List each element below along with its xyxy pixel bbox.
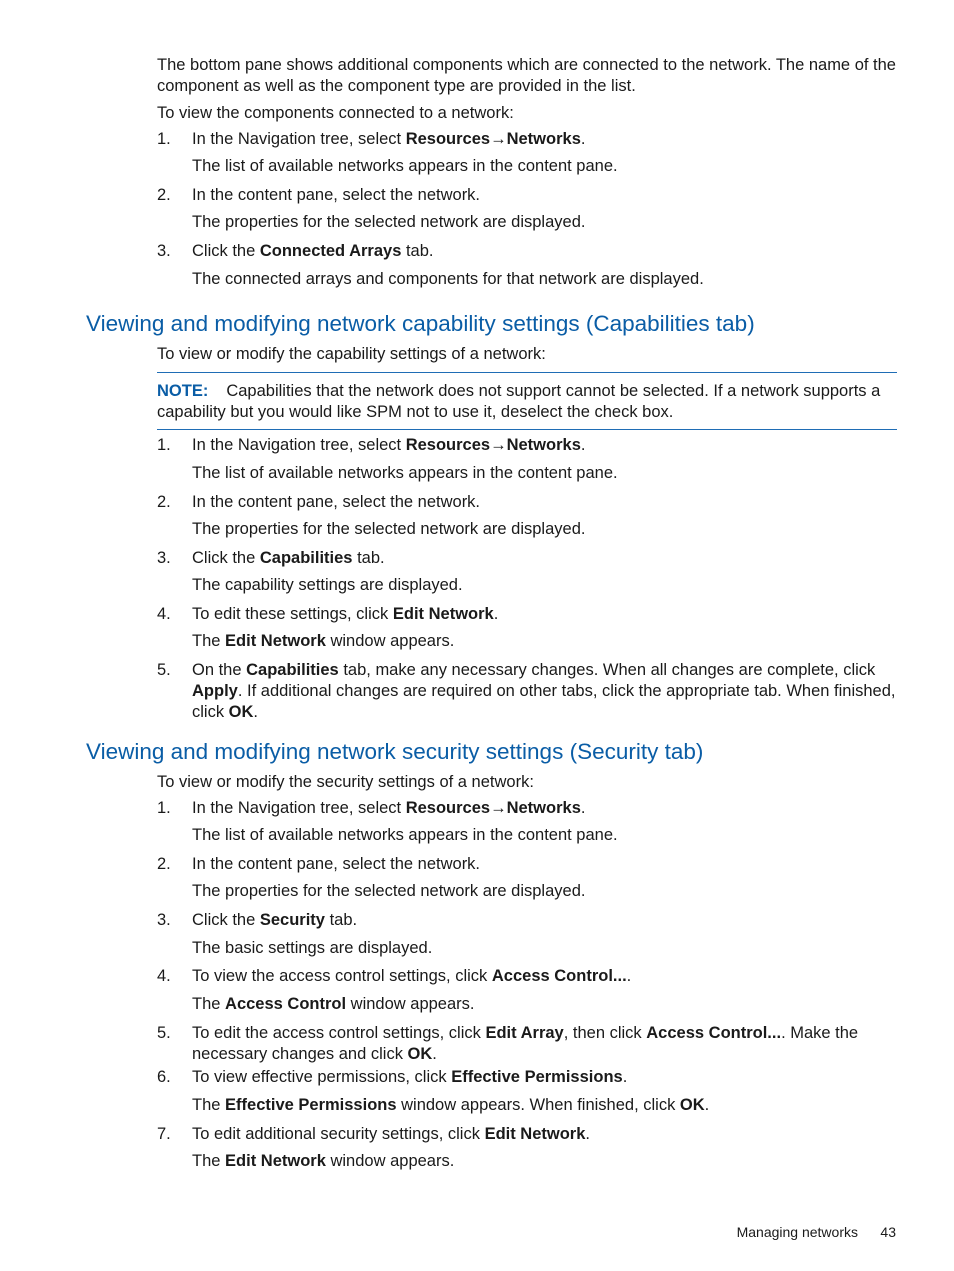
step-number: 1. — [157, 799, 171, 817]
step-number: 1. — [157, 130, 171, 148]
section-heading-security: Viewing and modifying network security settings (Security tab) — [86, 739, 704, 764]
step-result: The properties for the selected network are displayed. — [192, 882, 586, 900]
step-number: 7. — [157, 1125, 171, 1143]
step-result: The Access Control window appears. — [192, 995, 475, 1013]
step-result: The list of available networks appears in the content pane. — [192, 826, 618, 844]
step-text: Click the Connected Arrays tab. — [192, 242, 434, 260]
step-number: 2. — [157, 493, 171, 511]
step-text: In the Navigation tree, select Resources→Networks. — [192, 436, 586, 454]
step-text: In the content pane, select the network. — [192, 855, 481, 873]
page-number: 43 — [880, 1224, 896, 1240]
step-result: The Edit Network window appears. — [192, 632, 455, 650]
step-result: The properties for the selected network are displayed. — [192, 520, 586, 538]
step-number: 6. — [157, 1068, 171, 1086]
step-text: To edit additional security settings, click Edit Network. — [192, 1125, 591, 1143]
step-number: 3. — [157, 242, 171, 260]
step-number: 5. — [157, 661, 171, 679]
step-text: To edit the access control settings, click Edit Array, then click Access Control.... Make the necessary changes and click OK. — [192, 1024, 859, 1063]
step-result: The capability settings are displayed. — [192, 576, 463, 594]
step-number: 3. — [157, 911, 171, 929]
section-intro: To view or modify the capability settings of a network: — [157, 345, 546, 363]
step-result: The Effective Permissions window appears. When finished, click OK. — [192, 1096, 710, 1114]
step-result: The basic settings are displayed. — [192, 939, 433, 957]
step-text: On the Capabilities tab, make any necessary changes. When all changes are complete, click Apply. If additional changes are required on other tabs, click the appropriate tab. When finished, click OK. — [192, 661, 896, 721]
step-text: Click the Capabilities tab. — [192, 549, 385, 567]
step-text: To edit these settings, click Edit Network. — [192, 605, 499, 623]
step-text: Click the Security tab. — [192, 911, 358, 929]
step-text: In the Navigation tree, select Resources→Networks. — [192, 130, 586, 148]
step-text: In the content pane, select the network. — [192, 493, 481, 511]
step-number: 4. — [157, 967, 171, 985]
note-text: NOTE: Capabilities that the network does not support cannot be selected. If a network supports a capability but you would like SPM not to use it, deselect the check box. — [157, 382, 881, 421]
footer-section-title: Managing networks — [736, 1224, 858, 1240]
step-text: To view the access control settings, click Access Control.... — [192, 967, 632, 985]
intro-paragraph: The bottom pane shows additional components which are connected to the network. The name of the component as well as the component type are provided in the list. — [157, 56, 896, 95]
step-number: 4. — [157, 605, 171, 623]
note-label: NOTE: — [157, 382, 209, 400]
step-result: The Edit Network window appears. — [192, 1152, 455, 1170]
step-result: The properties for the selected network are displayed. — [192, 213, 586, 231]
step-number: 2. — [157, 855, 171, 873]
section-heading-capabilities: Viewing and modifying network capability settings (Capabilities tab) — [86, 311, 755, 336]
intro-lead: To view the components connected to a network: — [157, 104, 514, 122]
step-text: In the content pane, select the network. — [192, 186, 481, 204]
note-box — [157, 372, 897, 430]
step-result: The list of available networks appears in the content pane. — [192, 464, 618, 482]
step-text: To view effective permissions, click Effective Permissions. — [192, 1068, 628, 1086]
step-number: 2. — [157, 186, 171, 204]
step-number: 1. — [157, 436, 171, 454]
step-number: 5. — [157, 1024, 171, 1042]
step-text: In the Navigation tree, select Resources→Networks. — [192, 799, 586, 817]
step-result: The connected arrays and components for that network are displayed. — [192, 270, 704, 288]
step-result: The list of available networks appears in the content pane. — [192, 157, 618, 175]
section-intro: To view or modify the security settings of a network: — [157, 773, 534, 791]
step-number: 3. — [157, 549, 171, 567]
